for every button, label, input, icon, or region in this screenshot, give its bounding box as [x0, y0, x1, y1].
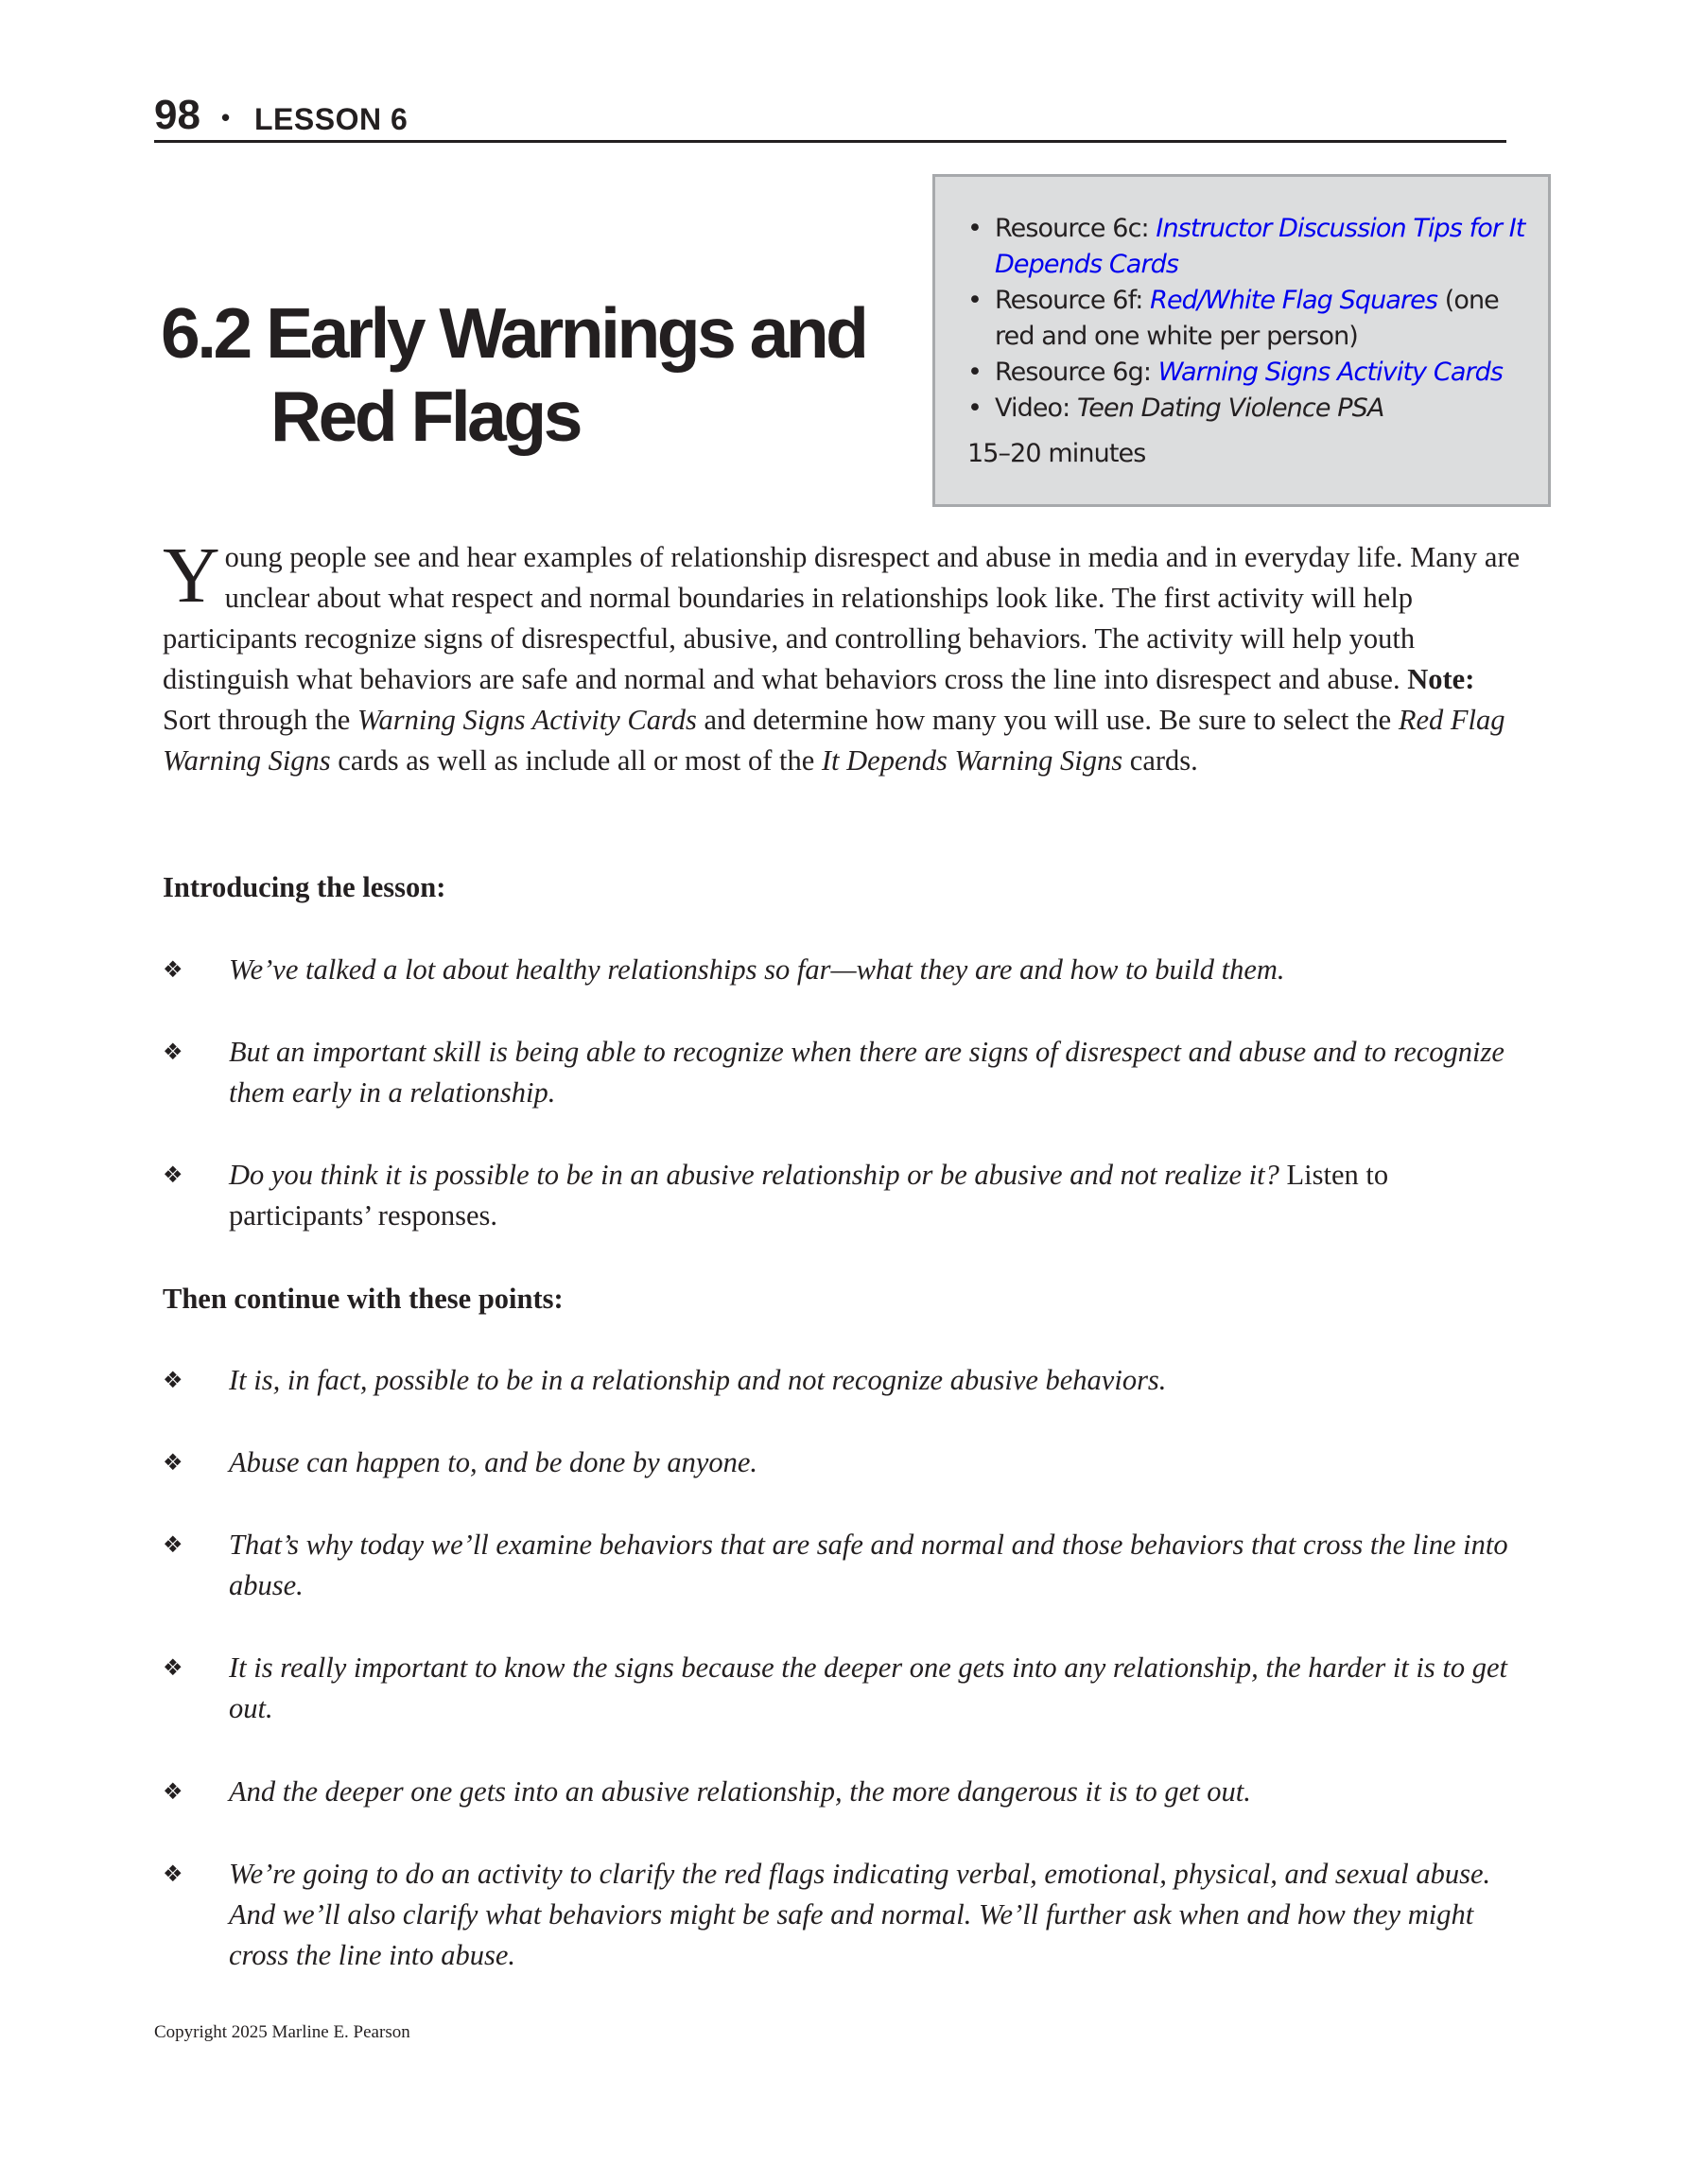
- drop-cap: Y: [163, 532, 220, 620]
- bullet-text: Do you think it is possible to be in an abusive relationship or be abusive and not realize it?: [229, 1159, 1279, 1191]
- page-number: 98: [154, 92, 200, 138]
- continue-heading: Then continue with these points:: [163, 1283, 564, 1315]
- video-title: Teen Dating Violence PSA: [1077, 393, 1384, 423]
- bullet-text: But an important skill is being able to recognize when there are signs of disrespect and abuse and to recognize them early in a relationship.: [229, 1036, 1504, 1109]
- note-label: Note:: [1407, 663, 1475, 695]
- diamond-bullet-icon: ❖: [163, 1449, 183, 1476]
- diamond-bullet-icon: ❖: [163, 1162, 183, 1188]
- intro-text: Sort through the: [163, 704, 357, 736]
- lesson-label: LESSON 6: [254, 102, 409, 136]
- list-item: [163, 1155, 1534, 1236]
- list-item: [163, 1854, 1534, 1976]
- diamond-bullet-icon: ❖: [163, 1861, 183, 1887]
- resource-box: [932, 174, 1551, 507]
- bullet-icon: •: [967, 393, 983, 423]
- list-item: [163, 1525, 1534, 1606]
- diamond-bullet-icon: ❖: [163, 1778, 183, 1805]
- bullet-text: It is really important to know the signs because the deeper one gets into any relationship, the harder it is to get out.: [229, 1651, 1507, 1724]
- list-item: [163, 1442, 1534, 1483]
- list-item: [163, 1648, 1534, 1729]
- resource-prefix: Resource 6g:: [995, 358, 1158, 387]
- diamond-bullet-icon: ❖: [163, 1531, 183, 1558]
- bullet-text: That’s why today we’ll examine behaviors that are safe and normal and those behaviors that cross the line into abuse.: [229, 1529, 1508, 1601]
- bullet-text: It is, in fact, possible to be in a relationship and not recognize abusive behaviors.: [229, 1364, 1167, 1396]
- resource-link-6f[interactable]: Red/White Flag Squares: [1150, 286, 1438, 315]
- duration: 15–20 minutes: [967, 439, 1146, 468]
- diamond-bullet-icon: ❖: [163, 1367, 183, 1393]
- list-item: [163, 1772, 1534, 1812]
- resource-link-6c[interactable]: Instructor Discussion Tips for It Depends Cards: [995, 214, 1525, 279]
- intro-italic: It Depends Warning Signs: [821, 744, 1123, 777]
- bullet-icon: •: [967, 358, 983, 387]
- list-item: [163, 1360, 1534, 1401]
- resource-prefix: Resource 6f:: [995, 286, 1151, 315]
- resource-list: [967, 211, 1535, 427]
- resource-prefix: Video:: [995, 393, 1078, 423]
- intro-italic: Red Flag Warning Signs: [163, 704, 1505, 777]
- resource-link-6g[interactable]: Warning Signs Activity Cards: [1157, 358, 1504, 387]
- diamond-bullet-icon: ❖: [163, 956, 183, 983]
- header-separator: •: [221, 103, 231, 131]
- intro-text: cards.: [1122, 744, 1198, 777]
- bullet-text: Abuse can happen to, and be done by anyone.: [229, 1446, 758, 1478]
- intro-text: and determine how many you will use. Be sure to select the: [696, 704, 1399, 736]
- bullet-icon: •: [967, 214, 983, 243]
- resource-item: [967, 391, 1535, 427]
- list-item: [163, 1032, 1534, 1113]
- section-title-line1: 6.2 Early Warnings and: [161, 293, 866, 373]
- bullet-text: We’ve talked a lot about healthy relationships so far—what they are and how to build them.: [229, 953, 1285, 986]
- intro-paragraph: [163, 532, 1524, 781]
- introducing-heading: Introducing the lesson:: [163, 871, 446, 903]
- resource-suffix: (one red and one white per person): [995, 286, 1499, 351]
- intro-text: cards as well as include all or most of the: [330, 744, 822, 777]
- bullet-text: We’re going to do an activity to clarify the red flags indicating verbal, emotional, physical, and sexual abuse. And we’ll also clarify what behaviors might be safe and normal. We’ll further ask when and how they might cross the line into abuse.: [229, 1858, 1491, 1971]
- intro-italic: Warning Signs Activity Cards: [357, 704, 697, 736]
- bullet-text: And the deeper one gets into an abusive relationship, the more dangerous it is to get out.: [229, 1775, 1251, 1808]
- section-title-line2: Red Flags: [270, 376, 580, 456]
- diamond-bullet-icon: ❖: [163, 1039, 183, 1065]
- resource-item: [967, 355, 1535, 391]
- bullet-text-plain: Listen to participants’ responses.: [229, 1159, 1389, 1232]
- resource-item: [967, 283, 1535, 355]
- resource-item: [967, 211, 1535, 283]
- list-item: [163, 950, 1534, 990]
- bullet-icon: •: [967, 286, 983, 315]
- intro-text: oung people see and hear examples of relationship disrespect and abuse in media and in everyday life. Many are unclear about what respect and normal boundaries in relationships look like. The first activity will help participants recognize signs of disrespectful, abusive, and controlling behaviors. The activity will help youth distinguish what behaviors are safe and normal and what behaviors cross the line into disrespect and abuse.: [163, 541, 1521, 695]
- diamond-bullet-icon: ❖: [163, 1654, 183, 1681]
- resource-prefix: Resource 6c:: [995, 214, 1157, 243]
- section-title: [161, 291, 917, 458]
- running-header: [154, 91, 1506, 143]
- copyright-footer: Copyright 2025 Marline E. Pearson: [154, 2022, 410, 2042]
